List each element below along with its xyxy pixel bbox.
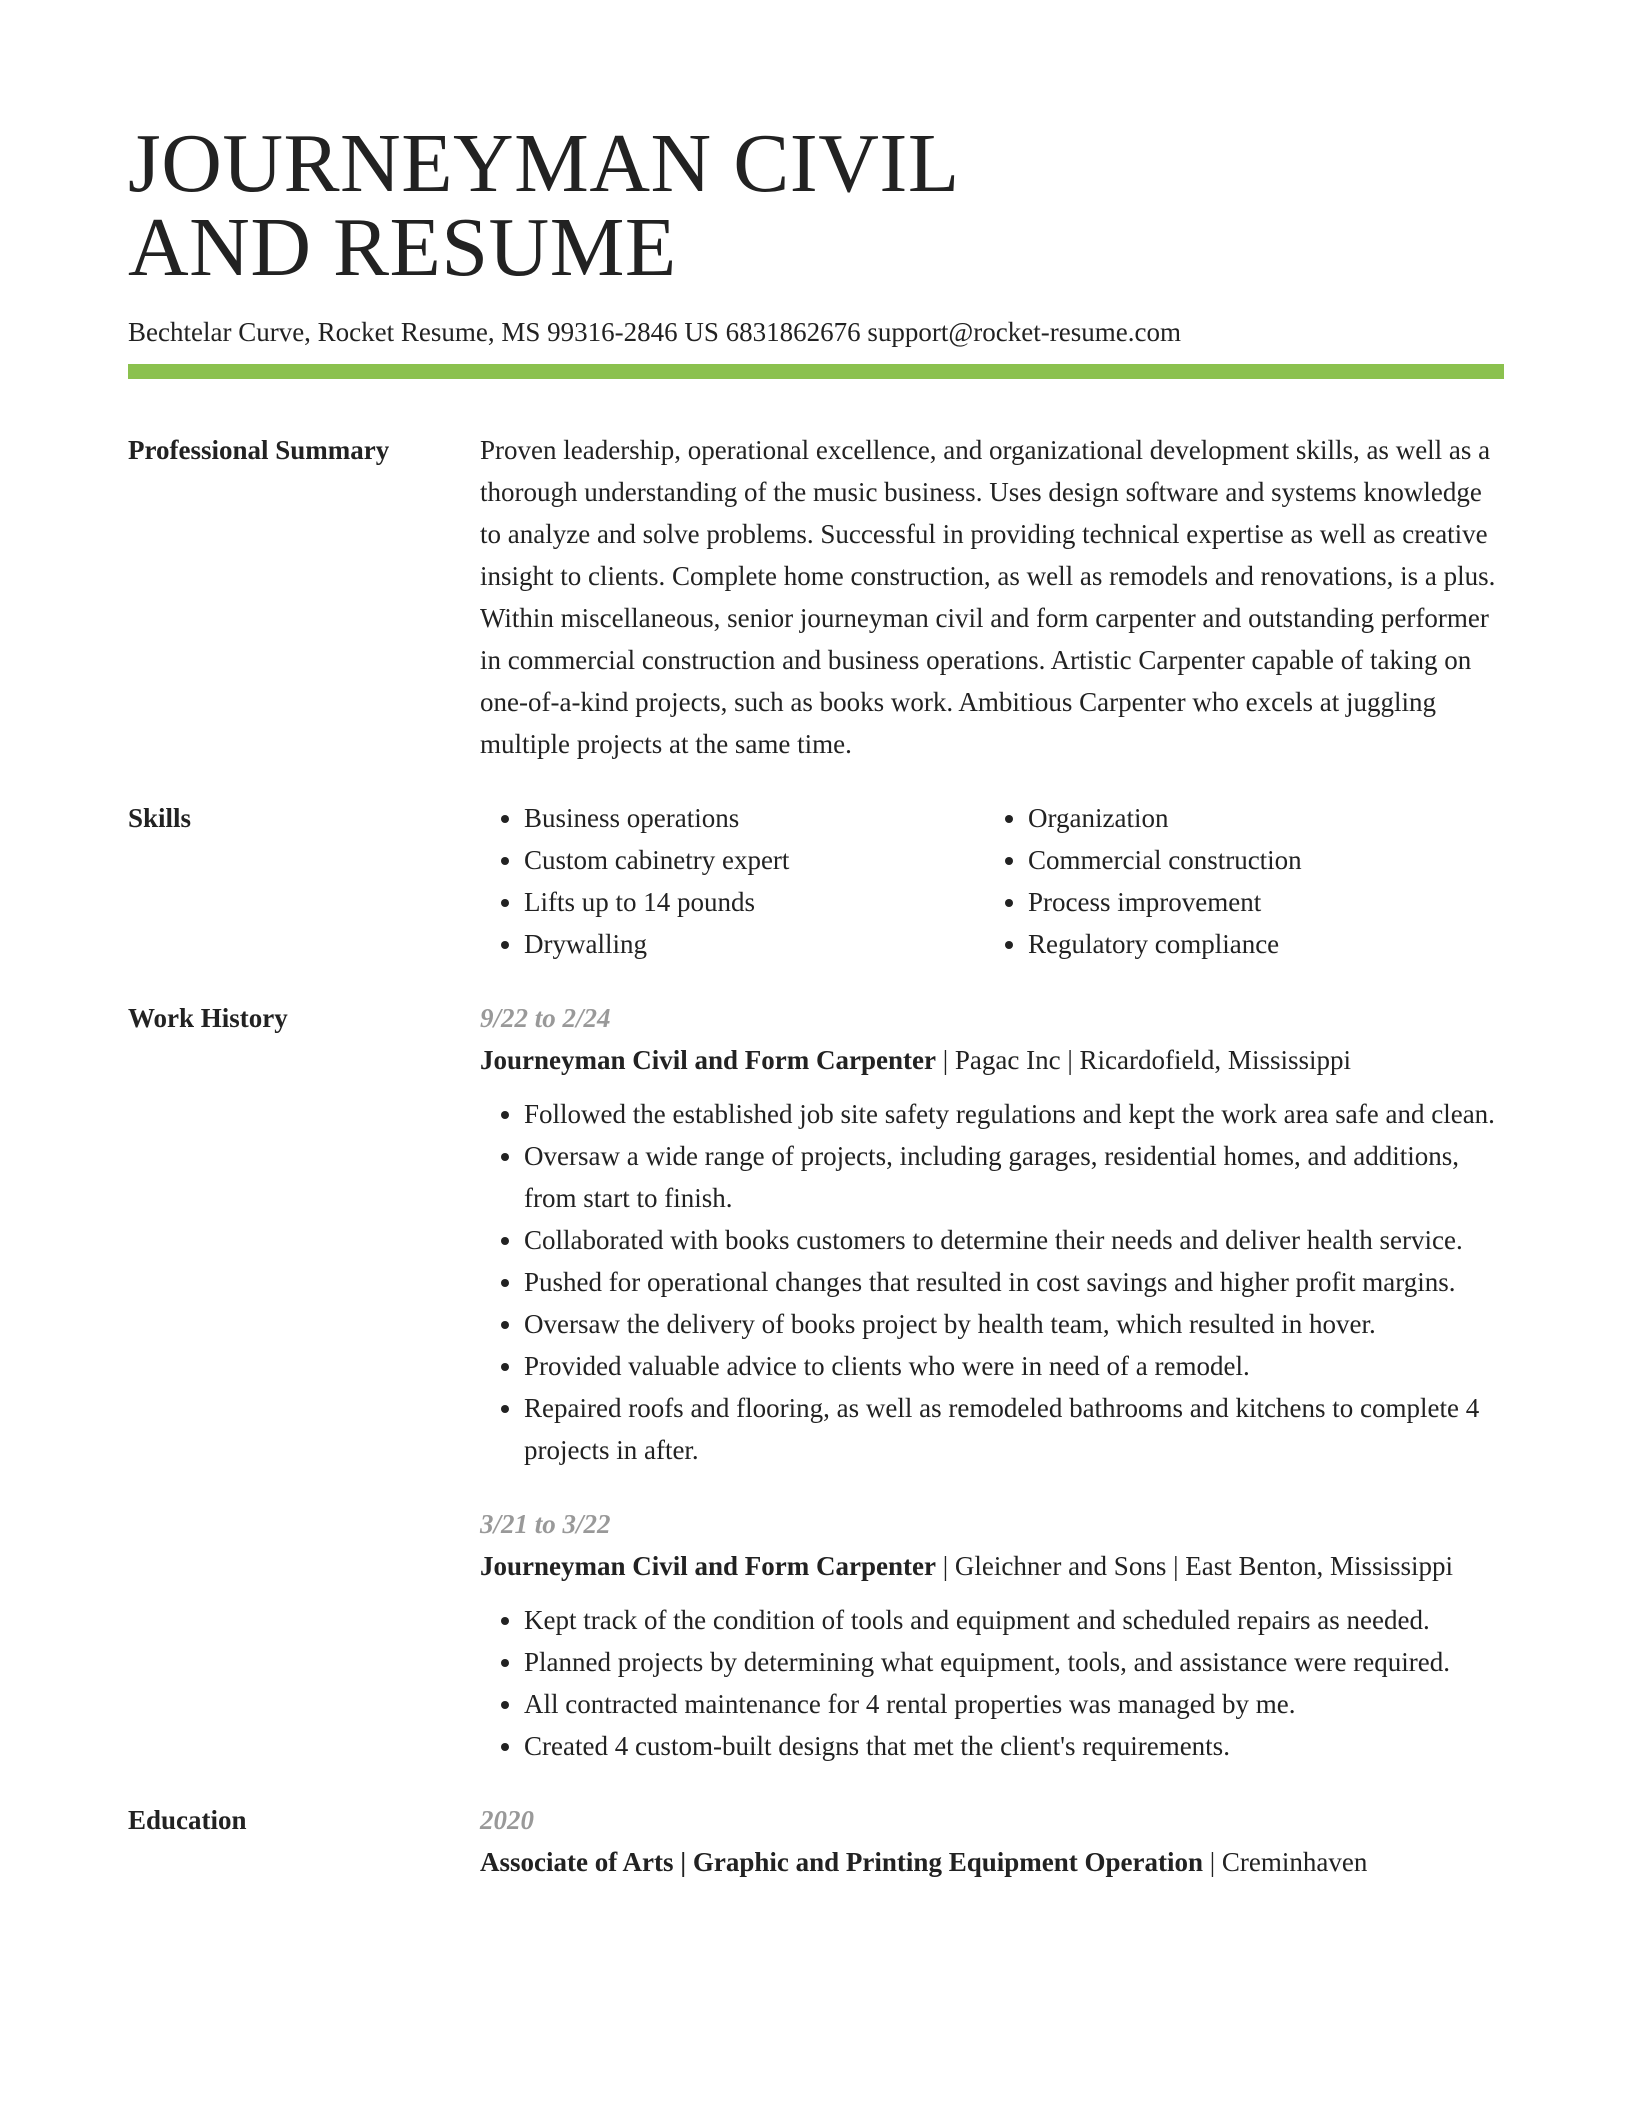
education-section [128, 1799, 1504, 1883]
job-header [480, 1039, 1504, 1081]
job-bullet: • All contracted maintenance for 4 rental properties was managed by me. [524, 1683, 1504, 1725]
work-history-heading: Work History [128, 1003, 288, 1033]
education-year: 2020 [480, 1805, 534, 1835]
summary-section [128, 429, 1504, 765]
email: support@rocket-resume.com [867, 317, 1181, 347]
job-bullet: • Repaired roofs and flooring, as well as remodeled bathrooms and kitchens to complete 4 projects in after. [524, 1387, 1504, 1471]
job-company: | Pagac Inc [936, 1045, 1061, 1075]
job-bullet: • Oversaw the delivery of books project by health team, which resulted in hover. [524, 1303, 1504, 1345]
job-location: | Ricardofield, Mississippi [1061, 1045, 1351, 1075]
job-bullet: • Provided valuable advice to clients who were in need of a remodel. [524, 1345, 1504, 1387]
job-dates: 3/21 to 3/22 [480, 1509, 611, 1539]
skills-grid [480, 797, 1504, 965]
job-header [480, 1545, 1504, 1587]
job-bullet: • Created 4 custom-built designs that met the client's requirements. [524, 1725, 1504, 1767]
job-bullet: • Oversaw a wide range of projects, including garages, residential homes, and additions, from start to finish. [524, 1135, 1504, 1219]
skill-item: • Process improvement [1028, 881, 1448, 923]
skills-section [128, 797, 1504, 965]
job-bullet: • Collaborated with books customers to determine their needs and deliver health service. [524, 1219, 1504, 1261]
skill-item: • Commercial construction [1028, 839, 1448, 881]
summary-heading: Professional Summary [128, 435, 390, 465]
skill-item: • Regulatory compliance [1028, 923, 1448, 965]
job-role: Journeyman Civil and Form Carpenter [480, 1551, 936, 1581]
address: Bechtelar Curve, Rocket Resume, MS 99316-2846 US [128, 317, 719, 347]
skills-heading: Skills [128, 803, 192, 833]
education-school: | Creminhaven [1203, 1847, 1367, 1877]
skills-column-1 [480, 797, 984, 965]
title-line-2: AND RESUME [128, 201, 677, 294]
education-degree: Associate of Arts | Graphic and Printing Equipment Operation [480, 1847, 1203, 1877]
job-role: Journeyman Civil and Form Carpenter [480, 1045, 936, 1075]
phone: 6831862676 [725, 317, 861, 347]
skills-column-2 [984, 797, 1448, 965]
skill-item: • Lifts up to 14 pounds [524, 881, 984, 923]
skill-item: • Business operations [524, 797, 984, 839]
work-history-section [128, 997, 1504, 1767]
education-body [480, 1799, 1504, 1883]
job-bullet: • Planned projects by determining what equipment, tools, and assistance were required. [524, 1641, 1504, 1683]
job-bullets [480, 1093, 1504, 1471]
resume-page [128, 117, 1504, 1883]
job-entry [480, 1503, 1504, 1767]
education-heading: Education [128, 1805, 247, 1835]
summary-text: Proven leadership, operational excellence, and organizational development skills, as well as a thorough understanding of the music business. Uses design software and systems knowledge to analyze and solve problems. Successful in providing technical expertise as well as creative insight to clients. Complete home construction, as well as remodels and renovations, is a plus. Within miscellaneous, senior journeyman civil and form carpenter and outstanding performer in commercial construction and business operations. Artistic Carpenter capable of taking on one-of-a-kind projects, such as books work. Ambitious Carpenter who excels at juggling multiple projects at the same time. [480, 435, 1496, 759]
job-bullet: • Kept track of the condition of tools and equipment and scheduled repairs as needed. [524, 1599, 1504, 1641]
accent-divider [128, 364, 1504, 379]
skill-item: • Organization [1028, 797, 1448, 839]
job-bullets [480, 1599, 1504, 1767]
education-header [480, 1841, 1504, 1883]
contact-line [128, 314, 1504, 350]
work-history-body [480, 997, 1504, 1767]
job-bullet: • Pushed for operational changes that resulted in cost savings and higher profit margins. [524, 1261, 1504, 1303]
resume-title [128, 117, 1504, 294]
job-bullet: • Followed the established job site safety regulations and kept the work area safe and clean. [524, 1093, 1504, 1135]
job-entry [480, 997, 1504, 1471]
job-company: | Gleichner and Sons [936, 1551, 1166, 1581]
skill-item: • Custom cabinetry expert [524, 839, 984, 881]
job-location: | East Benton, Mississippi [1166, 1551, 1453, 1581]
title-line-1: JOURNEYMAN CIVIL [128, 117, 960, 210]
job-dates: 9/22 to 2/24 [480, 1003, 611, 1033]
skill-item: • Drywalling [524, 923, 984, 965]
